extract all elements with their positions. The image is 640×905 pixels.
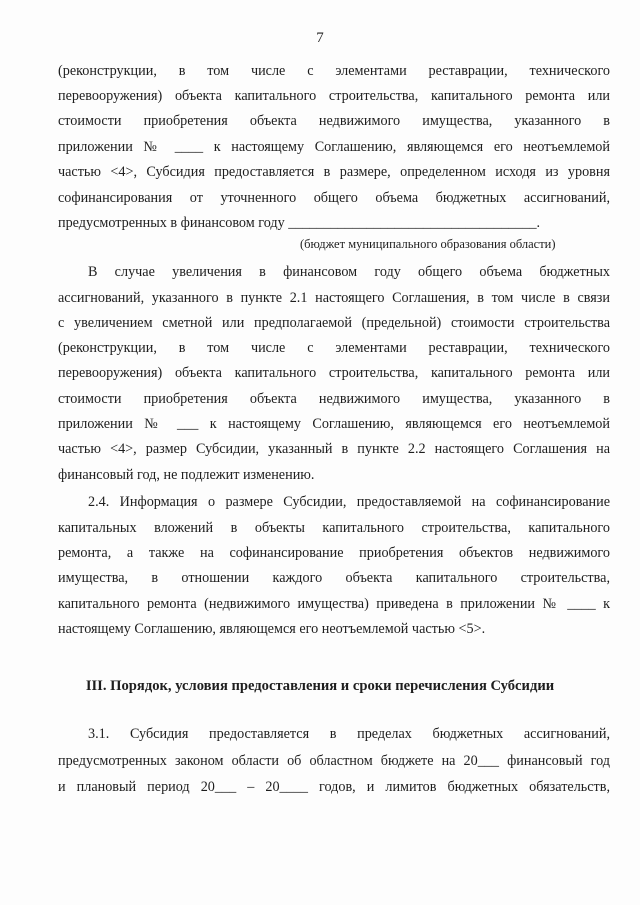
text-line: ремонта, а также на софинансирование приобретения объектов недвижимого xyxy=(58,545,610,561)
text-line: настоящему Соглашению, являющемся его неотъемлемой частью <5>. xyxy=(58,621,486,637)
text-line: перевооружения) объекта капитального строительства, капитального ремонта или xyxy=(58,365,610,381)
text-line: капитального ремонта (недвижимого имущества) приведена в приложении № ____ к xyxy=(58,596,610,612)
text-line: перевооружения) объекта капитального строительства, капитального ремонта или xyxy=(58,88,610,104)
text-line: стоимости приобретения объекта недвижимого имущества, указанного в xyxy=(58,391,610,407)
text-line: финансовый год, не подлежит изменению. xyxy=(58,467,315,483)
text-line: частью <4>, Субсидия предоставляется в размере, определенном исходя из уровня xyxy=(58,164,610,180)
text-line: и плановый период 20___ – 20____ годов, и лимитов бюджетных обязательств, xyxy=(58,779,610,795)
blank-caption: (бюджет муниципального образования области) xyxy=(300,237,556,251)
text-line: 2.4. Информация о размере Субсидии, предоставляемой на софинансирование xyxy=(88,494,610,510)
page-number: 7 xyxy=(316,30,324,46)
text-line: приложении № ____ к настоящему Соглашению, являющемся его неотъемлемой xyxy=(58,139,610,155)
text-line: капитальных вложений в объекты капитального строительства, капитального xyxy=(58,520,610,536)
section-heading: III. Порядок, условия предоставления и сроки перечисления Субсидии xyxy=(85,678,555,694)
text-line: приложении № ___ к настоящему Соглашению, являющемся его неотъемлемой xyxy=(58,416,610,432)
text-line: стоимости приобретения объекта недвижимого имущества, указанного в xyxy=(58,113,610,129)
text-line: (реконструкции, в том числе с элементами реставрации, технического xyxy=(58,63,610,79)
text-line: 3.1. Субсидия предоставляется в пределах бюджетных ассигнований, xyxy=(88,726,610,742)
text-line: предусмотренных в финансовом году ___________________________________. xyxy=(58,215,541,231)
text-line: имущества, в отношении каждого объекта капитального строительства, xyxy=(58,570,610,586)
text-line: с увеличением сметной или предполагаемой (предельной) стоимости строительства xyxy=(58,315,610,331)
text-line: частью <4>, размер Субсидии, указанный в пункте 2.2 настоящего Соглашения на xyxy=(58,441,610,457)
text-line: В случае увеличения в финансовом году общего объема бюджетных xyxy=(88,264,610,280)
text-line: софинансирования от уточненного общего объема бюджетных ассигнований, xyxy=(58,190,610,206)
text-line: предусмотренных законом области об областном бюджете на 20___ финансовый год xyxy=(58,753,610,769)
text-line: ассигнований, указанного в пункте 2.1 настоящего Соглашения, в том числе в связи xyxy=(58,290,610,306)
text-line: (реконструкции, в том числе с элементами реставрации, технического xyxy=(58,340,610,356)
